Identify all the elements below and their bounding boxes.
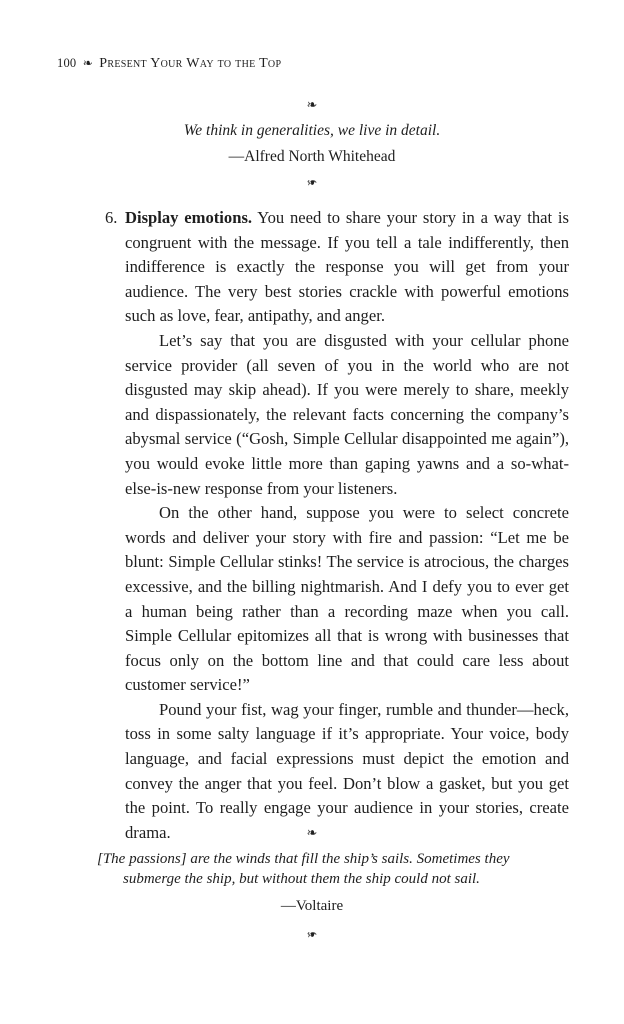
fleuron-icon xyxy=(0,98,624,111)
fleuron-top-glyph: ❧ xyxy=(306,825,318,840)
closing-quote: [The passions] are the winds that fill the ship’s sails. Sometimes they submerge the ship, but without them the ship could not sail. xyxy=(97,851,510,887)
fleuron-bottom-glyph: ❧ xyxy=(306,175,318,190)
closing-attribution: —Voltaire xyxy=(280,898,344,914)
epigraph-attribution: —Alfred North Whitehead xyxy=(228,148,396,165)
paragraph: Let’s say that you are disgusted with your cellular phone service provider (all seven of you in the world who are not disgusted may skip ahead). If you were merely to share, meekly and dispassionately, the relevant facts concerning the company’s abysmal service (“Gosh, Simple Cellular disappointed me again”), you would evoke little more than gaping yawns and a so-what-else-is-new response from your listeners. xyxy=(125,330,569,498)
list-item-body xyxy=(125,206,569,845)
epigraph-quote: We think in generalities, we live in detail. xyxy=(183,122,441,139)
fleuron-top-glyph: ❧ xyxy=(306,97,318,112)
numbered-list-item xyxy=(105,206,569,845)
paragraph: On the other hand, suppose you were to select concrete words and deliver your story with fire and passion: “Let me be blunt: Simple Cellular stinks! The service is atrocious, the charges excessive, and the billing nightmarish. And I defy you to ever get a human being rather than a recording maze when you call. Simple Cellular epitomizes all that is wrong with businesses that focus only on the bottom line and that could care less about customer service!” xyxy=(125,503,569,695)
running-header xyxy=(57,56,281,72)
fleuron-inverted-icon xyxy=(0,176,624,189)
paragraph: Pound your fist, wag your finger, rumble and thunder—heck, toss in some salty language if it’s appropriate. Your voice, body language, and facial expressions must depict the emotion and convey the anger that you feel. Don’t blow a gasket, but you get the point. To really engage your audience in your stories, create drama. xyxy=(125,699,569,842)
book-title: Present Your Way to the Top xyxy=(99,56,282,71)
lead-paragraph xyxy=(125,206,569,329)
list-number: 6. xyxy=(105,208,118,227)
page-number: 100 xyxy=(57,56,77,70)
fleuron-icon: ❧ xyxy=(82,56,93,70)
lead-text: You need to share your story in a way that is congruent with the message. If you tell a tale indifferently, then indifference is exactly the response you will get from your audience. The very best stories crackle with powerful emotions such as love, fear, antipathy, and anger. xyxy=(125,208,569,326)
fleuron-icon xyxy=(0,826,624,839)
fleuron-inverted-icon xyxy=(0,928,624,941)
item-heading: Display emotions. xyxy=(125,208,253,227)
fleuron-bottom-glyph: ❧ xyxy=(306,927,318,942)
